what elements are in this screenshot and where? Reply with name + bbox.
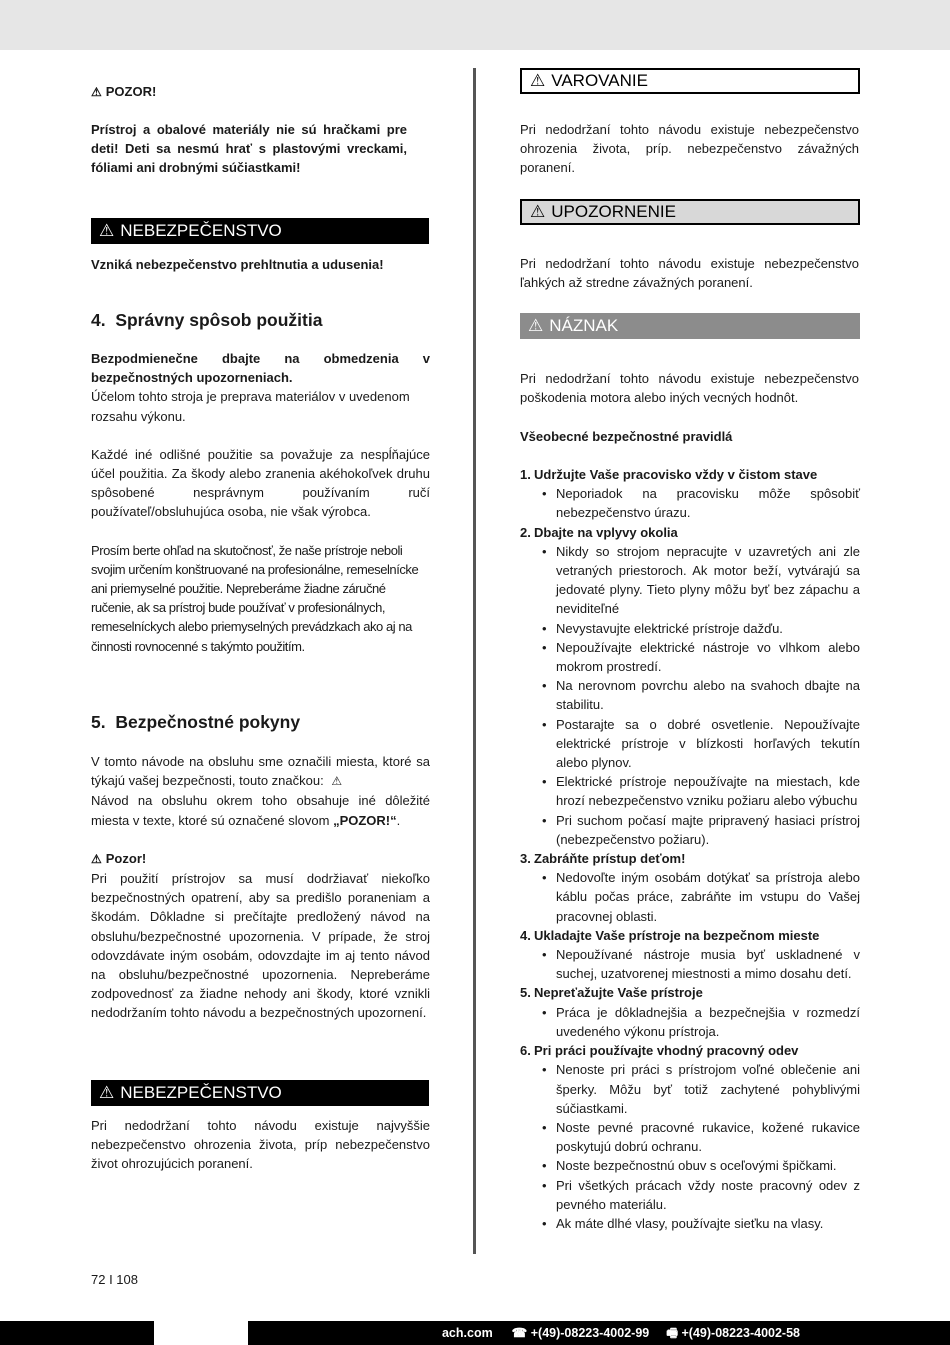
rule-title [520, 523, 860, 542]
warning-icon: ⚠ [530, 71, 546, 90]
rule-bullet-list [520, 1060, 860, 1233]
rule-title-text: Zabráňte prístup deťom! [534, 851, 686, 867]
general-rules-title: Všeobecné bezpečnostné pravidlá [520, 429, 733, 444]
rule-title [520, 465, 860, 484]
section-5-para-2: Návod na obsluhu okrem toho obsahuje iné dôležité miesta v texte, ktoré sú označené slovom „POZOR!“. [91, 793, 430, 828]
caution-box-header: ⚠ UPOZORNENIE [520, 199, 860, 225]
footer-phone: +(49)-08223-4002-99 [530, 1326, 650, 1340]
footer-fax: +(49)-08223-4002-58 [681, 1326, 800, 1340]
warning-icon: ⚠ [530, 202, 546, 221]
rule-item [520, 523, 860, 849]
rule-item [520, 926, 860, 984]
rule-title [520, 926, 860, 945]
pozor-2-text: Pri použití prístrojov sa musí dodržiavať niekoľko bezpečnostných opatrení, aby sa predišlo poraneniam a škodám. Dôkladne si prečítajte predložený návod na obsluhu/bezpečnostné upozornenia. V prípade, že stroj odovzdávate iným osobám, odovzdajte im aj tento návod na obsluhu/bezpečnostné upozornenia. Nepreberáme zodpovednosť za žiadne nehody ani škody, ktoré vznikli nedodržaním tohto návodu a bezpečnostných upozornení. [91, 871, 430, 1021]
footer-contact [442, 1321, 800, 1345]
rules-ordered-list [520, 465, 860, 1233]
warning-text: Pri nedodržaní tohto návodu existuje nebezpečenstvo ohrozenia života, príp. nebezpečenstvo závažných poranení. [520, 122, 859, 176]
danger-2-text: Pri nedodržaní tohto návodu existuje najvyššie nebezpečenstvo ohrozenia života, príp nebezpečenstvo život ohrozujúcich poranení. [91, 1118, 430, 1172]
section-4-para-1: Účelom tohto stroja je preprava materiálov v uvedenom rozsahu výkonu. [91, 389, 410, 424]
warning-icon: ⚠ [528, 316, 544, 335]
section-4-bold: Bezpodmienečne dbajte na obmedzenia v bezpečnostných upozorneniach. [91, 351, 430, 386]
section-5-title: 5. Bezpečnostné pokyny [91, 712, 301, 732]
rule-number: 6. [520, 1043, 531, 1059]
warning-icon: ⚠ [331, 774, 343, 789]
rule-bullet: • Pri suchom počasí majte pripravený hasiaci prístroj (nebezpečenstvo požiaru). [542, 811, 860, 849]
danger-header-2: ⚠ NEBEZPEČENSTVO [91, 1080, 429, 1106]
rule-bullet: • Nepoužívajte elektrické nástroje vo vlhkom alebo mokrom prostredí. [542, 638, 860, 676]
rule-title-text: Nepreťažujte Vaše prístroje [534, 985, 703, 1001]
notice-box-header: ⚠ NÁZNAK [520, 313, 860, 339]
rule-number: 3. [520, 851, 531, 867]
rule-bullet: • Neporiadok na pracovisku môže spôsobiť nebezpečenstvo úrazu. [542, 484, 860, 522]
rule-number: 5. [520, 985, 531, 1001]
rule-bullet: • Nikdy so strojom nepracujte v uzavretých ani zle vetraných priestoroch. Ak motor beží, vytvárajú sa jedovaté plyny. Tieto plyny môžu byť bez zápachu a neviditeľné [542, 542, 860, 619]
rule-bullet: • Nepoužívané nástroje musia byť uskladnené v suchej, uzatvorenej miestnosti a mimo dosahu detí. [542, 945, 860, 983]
rule-title [520, 1041, 860, 1060]
rules-list [520, 465, 860, 1233]
rule-bullet-list [520, 1003, 860, 1041]
rule-title [520, 849, 860, 868]
phone-icon: ☎ [511, 1326, 528, 1340]
section-5-para-1: V tomto návode na obsluhu sme označili miesta, ktoré sa týkajú vašej bezpečnosti, touto značkou: ⚠ [91, 754, 430, 789]
rule-bullet: • Postarajte sa o dobré osvetlenie. Nepoužívajte elektrické prístroje v blízkosti horľavých tekutín alebo plynov. [542, 715, 860, 773]
rule-title-text: Dbajte na vplyvy okolia [534, 524, 678, 540]
rule-bullet: • Nenoste pri práci s prístrojom voľné oblečenie ani šperky. Môžu byť totiž zachytené pohyblivými súčiastkami. [542, 1060, 860, 1118]
rule-bullet-list [520, 484, 860, 522]
warning-icon: ⚠ [91, 85, 102, 99]
notice-text: Pri nedodržaní tohto návodu existuje nebezpečenstvo poškodenia motora alebo iných vecných hodnôt. [520, 371, 859, 406]
rule-item [520, 465, 860, 523]
rule-number: 1. [520, 467, 531, 482]
section-5-body [91, 752, 430, 1023]
rule-title [520, 983, 860, 1002]
rule-title-text: Udržujte Vaše pracovisko vždy v čistom stave [534, 467, 818, 482]
danger-text: Vzniká nebezpečenstvo prehltnutia a udusenia! [91, 257, 384, 272]
rule-number: 4. [520, 927, 531, 943]
caution-text: Pri nedodržaní tohto návodu existuje nebezpečenstvo ľahkých až stredne závažných poranení. [520, 256, 859, 291]
rule-bullet: • Noste pevné pracovné rukavice, kožené rukavice poskytujú dobrú ochranu. [542, 1118, 860, 1156]
danger-header: ⚠ NEBEZPEČENSTVO [91, 218, 429, 244]
rule-number: 2. [520, 524, 531, 540]
rule-item [520, 983, 860, 1041]
fax-icon: 🖷 [666, 1326, 679, 1340]
page-number: 72 I 108 [91, 1272, 138, 1287]
footer-site: ach.com [441, 1326, 493, 1340]
rule-bullet: • Elektrické prístroje nepoužívajte na miestach, kde hrozí nebezpečenstvo vzniku požiaru alebo výbuchu [542, 772, 860, 810]
section-4-para-3: Prosím berte ohľad na skutočnosť, že naše prístroje neboli svojim určením konštruované na profesionálne, remeselnícke ani priemyselné použitie. Nepreberáme žiadne záručné ručenie, ak sa prístroj bude používať v profesionálnych, remeselníckych alebo priemyselných prevádzkach ako aj na činnosti rovnocenné s takýmto použitím. [91, 542, 419, 654]
rule-bullet: • Pri všetkých prácach vždy noste pracovný odev z pevného materiálu. [542, 1176, 860, 1214]
pozor-label: ⚠ POZOR! [91, 82, 156, 102]
rule-bullet-list [520, 542, 860, 849]
rule-title-text: Ukladajte Vaše prístroje na bezpečnom mieste [534, 927, 820, 943]
warning-icon: ⚠ [99, 1083, 115, 1102]
section-4-para-2: Každé iné odlišné použitie sa považuje za nespĺňajúce účel použitia. Za škody alebo zranenia akéhokoľvek druhu spôsobené nesprávnym používaním ručí používateľ/obsluhujúca osoba, nie však výrobca. [91, 446, 430, 520]
section-4-body [91, 349, 430, 656]
section-4-title: 4. Správny spôsob použitia [91, 310, 323, 330]
rule-bullet: • Nevystavujte elektrické prístroje dažďu. [542, 619, 860, 638]
footer-gap [154, 1321, 248, 1345]
warning-icon: ⚠ [99, 221, 115, 240]
rule-bullet: • Noste bezpečnostnú obuv s oceľovými špičkami. [542, 1156, 860, 1175]
rule-title-text: Pri práci používajte vhodný pracovný odev [534, 1043, 799, 1059]
rule-item [520, 849, 860, 926]
warning-box-header: ⚠ VAROVANIE [520, 68, 860, 94]
rule-bullet: • Nedovoľte iným osobám dotýkať sa prístroja alebo káblu počas práce, zabráňte im vstupu do Vašej pracovnej oblasti. [542, 868, 860, 926]
rule-bullet-list [520, 868, 860, 926]
top-header-bar [0, 0, 950, 50]
column-divider [473, 68, 476, 1254]
pozor-2-label: ⚠ Pozor! [91, 849, 430, 869]
pozor-text: Prístroj a obalové materiály nie sú hračkami pre deti! Deti sa nesmú hrať s plastovými vreckami, fóliami ani drobnými súčiastkami! [91, 122, 407, 176]
rule-item [520, 1041, 860, 1233]
rule-bullet: • Ak máte dlhé vlasy, používajte sieťku na vlasy. [542, 1214, 860, 1233]
rule-bullet: • Na nerovnom povrchu alebo na svahoch dbajte na stabilitu. [542, 676, 860, 714]
warning-icon: ⚠ [91, 851, 102, 866]
rule-bullet: • Práca je dôkladnejšia a bezpečnejšia v rozmedzí uvedeného výkonu prístroja. [542, 1003, 860, 1041]
rule-bullet-list [520, 945, 860, 983]
